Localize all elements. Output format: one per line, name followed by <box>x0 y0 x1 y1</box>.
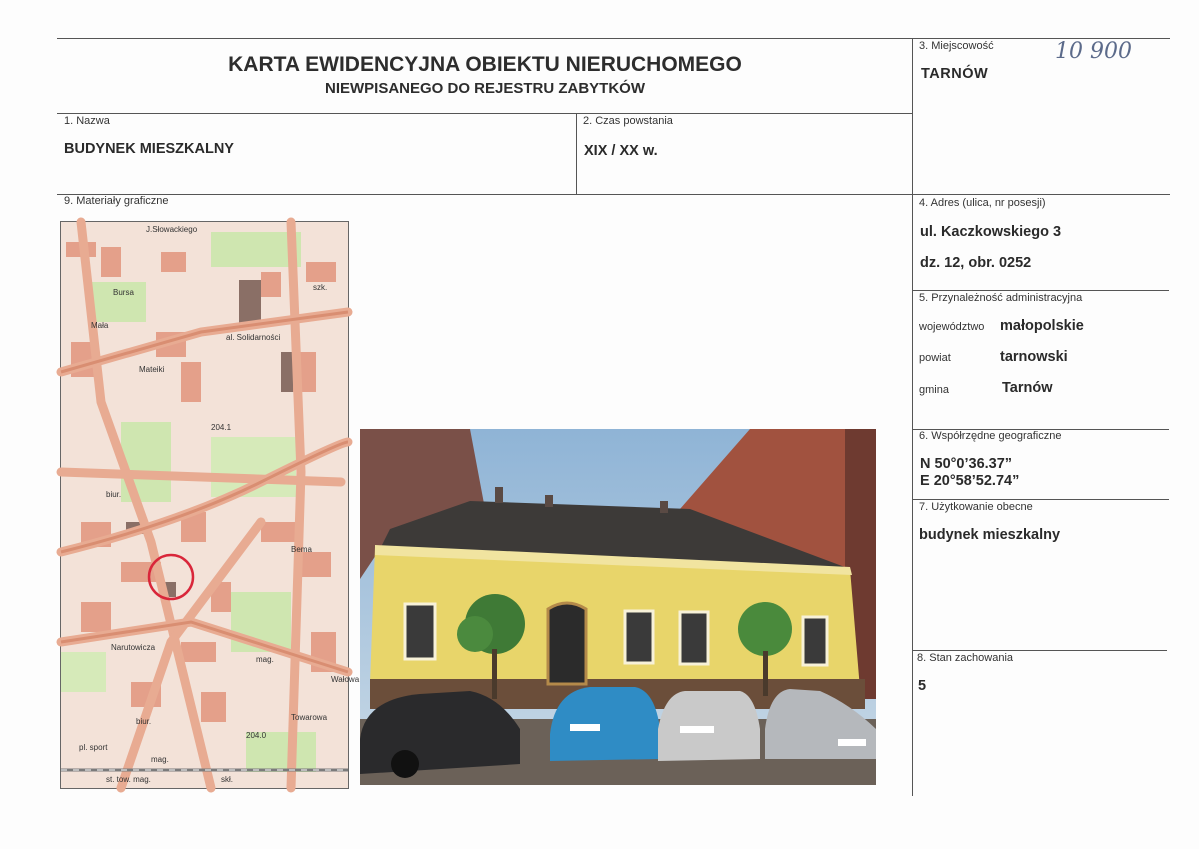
coords-bottom-line <box>912 499 1169 500</box>
document-subtitle: NIEWPISANEGO DO REJESTRU ZABYTKÓW <box>324 80 646 97</box>
map-label: Narutowicza <box>111 643 156 652</box>
name-date-divider <box>576 113 577 194</box>
handwritten-number: 10 900 <box>1055 39 1132 64</box>
right-column-divider <box>912 38 913 796</box>
map-label: biur. <box>136 717 152 726</box>
field-condition-label: 8. Stan zachowania <box>917 652 1014 664</box>
row2-bottom-line <box>57 194 1170 195</box>
map-label: Mateiki <box>139 365 165 374</box>
usage-bottom-line <box>912 650 1167 651</box>
top-border <box>57 38 1170 39</box>
map-label: al. Solidarności <box>226 333 281 342</box>
field-date-value: XIX / XX w. <box>584 143 658 159</box>
field-town-value: TARNÓW <box>921 66 989 82</box>
map-label: 204.1 <box>211 423 232 432</box>
map-label: pl. sport <box>79 743 108 752</box>
photo-graphic <box>360 429 876 785</box>
map-label: skł. <box>221 775 233 784</box>
admin-county-key: powiat <box>919 352 951 364</box>
address-bottom-line <box>912 290 1169 291</box>
field-graphics-label: 9. Materiały graficzne <box>64 195 169 207</box>
field-date-label: 2. Czas powstania <box>583 115 673 127</box>
admin-voivodeship-key: województwo <box>919 321 985 333</box>
field-condition-value: 5 <box>918 678 927 694</box>
map-graphic <box>61 222 360 788</box>
field-name-value: BUDYNEK MIESZKALNY <box>64 141 234 157</box>
map-label: st. tow. mag. <box>106 775 151 784</box>
field-coords-label: 6. Współrzędne geograficzne <box>919 430 1062 442</box>
admin-commune-value: Tarnów <box>1002 380 1053 396</box>
field-usage-label: 7. Użytkowanie obecne <box>919 501 1033 513</box>
map-label: szk. <box>313 283 328 292</box>
field-admin-label: 5. Przynależność administracyjna <box>919 292 1083 304</box>
building-photo <box>360 429 876 785</box>
map-label: biur. <box>106 490 122 499</box>
document-title: KARTA EWIDENCYJNA OBIEKTU NIERUCHOMEGO <box>228 53 742 76</box>
field-name-label: 1. Nazwa <box>64 115 110 127</box>
map-label: Mała <box>91 321 109 330</box>
map-label: 204.0 <box>246 731 267 740</box>
field-usage-value: budynek mieszkalny <box>919 527 1061 543</box>
title-bottom-line <box>57 113 913 114</box>
map-label: J.Słowackiego <box>146 225 198 234</box>
coords-north: N 50°0’36.37” <box>920 456 1013 472</box>
admin-commune-key: gmina <box>919 384 949 396</box>
field-address-parcel: dz. 12, obr. 0252 <box>920 255 1032 271</box>
map-label: Wałowa <box>331 675 360 684</box>
map-label: mag. <box>151 755 169 764</box>
field-address-label: 4. Adres (ulica, nr posesji) <box>919 197 1046 209</box>
map-label: Towarowa <box>291 713 328 722</box>
location-map <box>60 221 360 789</box>
map-label: Bursa <box>113 288 134 297</box>
field-address-street: ul. Kaczkowskiego 3 <box>920 224 1062 240</box>
map-label: Bema <box>291 545 312 554</box>
admin-county-value: tarnowski <box>1000 349 1068 365</box>
map-label: mag. <box>256 655 274 664</box>
admin-voivodeship-value: małopolskie <box>1000 318 1084 334</box>
coords-east: E 20°58’52.74” <box>920 473 1020 489</box>
field-town-label: 3. Miejscowość <box>919 40 994 52</box>
